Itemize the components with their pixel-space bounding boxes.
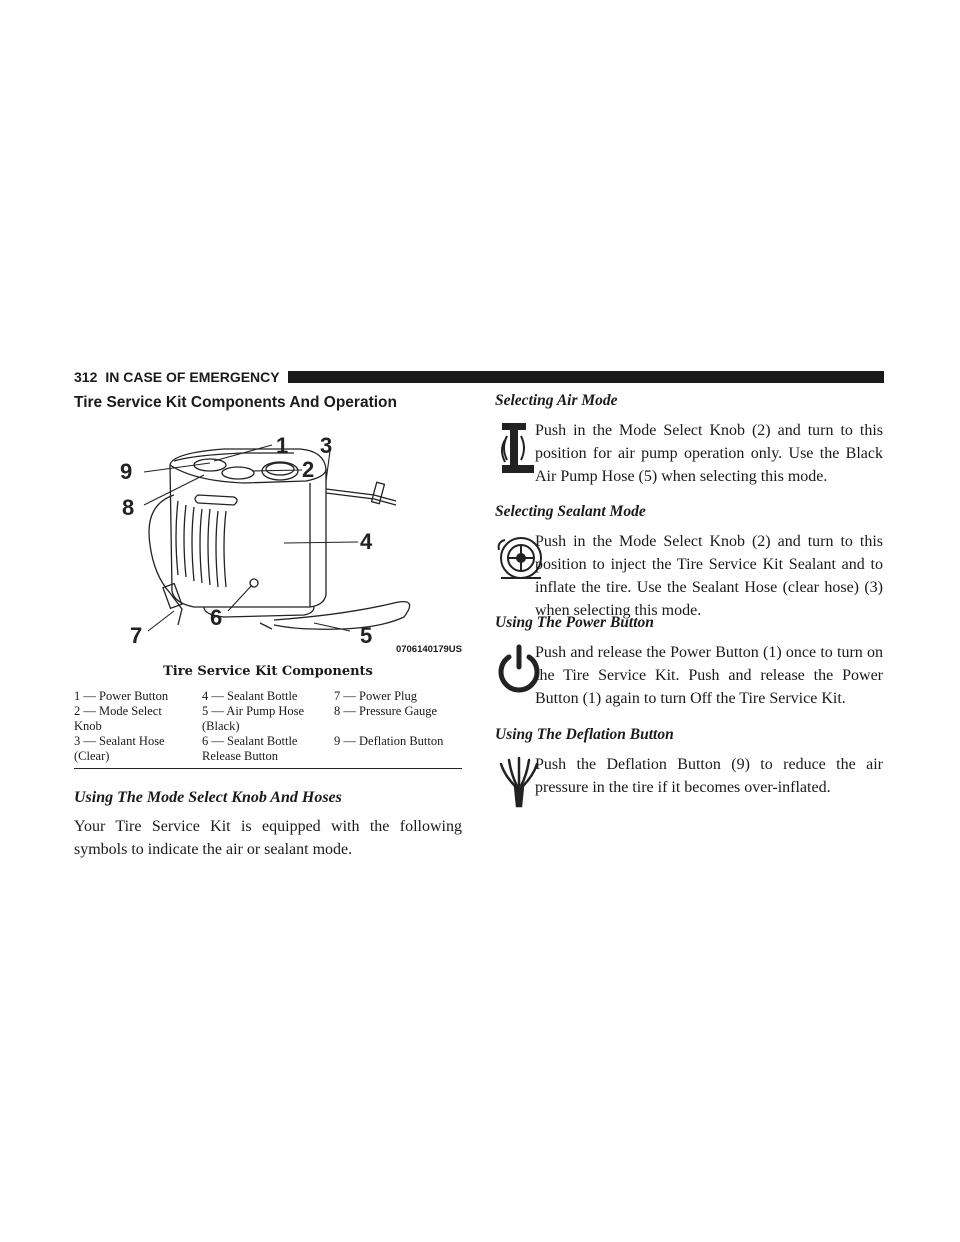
callout-4: 4 [360,529,373,554]
callout-5: 5 [360,623,373,648]
legend-item: 3 — Sealant Hose (Clear) [74,734,165,763]
main-heading: Tire Service Kit Components And Operation [74,394,397,411]
tire-service-kit-illustration [74,425,462,657]
kit-drawing [74,425,462,657]
legend-item: 7 — Power Plug [334,689,417,703]
legend-item: 9 — Deflation Button [334,734,444,748]
callout-7: 7 [130,623,143,648]
figure-legend [74,689,462,764]
air-mode-heading: Selecting Air Mode [495,392,618,409]
sealant-mode-text: Push in the Mode Select Knob (2) and turn to this position to inject the Tire Service Kit Sealant and to inflate the tire. Use the Sealant Hose (clear hose) (3) when selecting this mode. [535,533,883,619]
deflation-button-heading: Using The Deflation Button [495,726,674,743]
mode-section-text: Your Tire Service Kit is equipped with the following symbols to indicate the air or sealant mode. [74,818,462,858]
callout-3: 3 [320,433,333,458]
section-title: IN CASE OF EMERGENCY [105,369,280,385]
header-rule [288,371,884,383]
callout-2: 2 [302,457,315,482]
legend-item: 2 — Mode Select Knob [74,704,162,733]
mode-section-heading: Using The Mode Select Knob And Hoses [74,789,342,806]
legend-item: 6 — Sealant Bottle Release Button [202,734,298,763]
legend-item: 5 — Air Pump Hose (Black) [202,704,305,733]
figure-code: 0706140179US [395,644,462,655]
power-button-text: Push and release the Power Button (1) once to turn on the Tire Service Kit. Push and release the Power Button (1) again to turn Off the Tire Service Kit. [535,644,883,707]
page-number: 312 [74,369,98,385]
legend-item: 4 — Sealant Bottle [202,689,298,703]
page-header [74,368,884,386]
figure-caption: Tire Service Kit Components [163,664,373,679]
power-button-heading: Using The Power Button [495,614,654,631]
legend-item: 1 — Power Button [74,689,169,703]
sealant-mode-heading: Selecting Sealant Mode [495,503,646,520]
legend-item: 8 — Pressure Gauge [334,704,438,718]
legend-rule [74,768,462,769]
air-mode-text: Push in the Mode Select Knob (2) and turn to this position for air pump operation only. Use the Black Air Pump Hose (5) when selecting this mode. [535,422,883,485]
callout-9: 9 [120,459,133,484]
callout-8: 8 [122,495,135,520]
callout-1: 1 [276,433,289,458]
deflation-button-text: Push the Deflation Button (9) to reduce the air pressure in the tire if it becomes over-inflated. [535,756,883,796]
callout-6: 6 [210,605,223,630]
